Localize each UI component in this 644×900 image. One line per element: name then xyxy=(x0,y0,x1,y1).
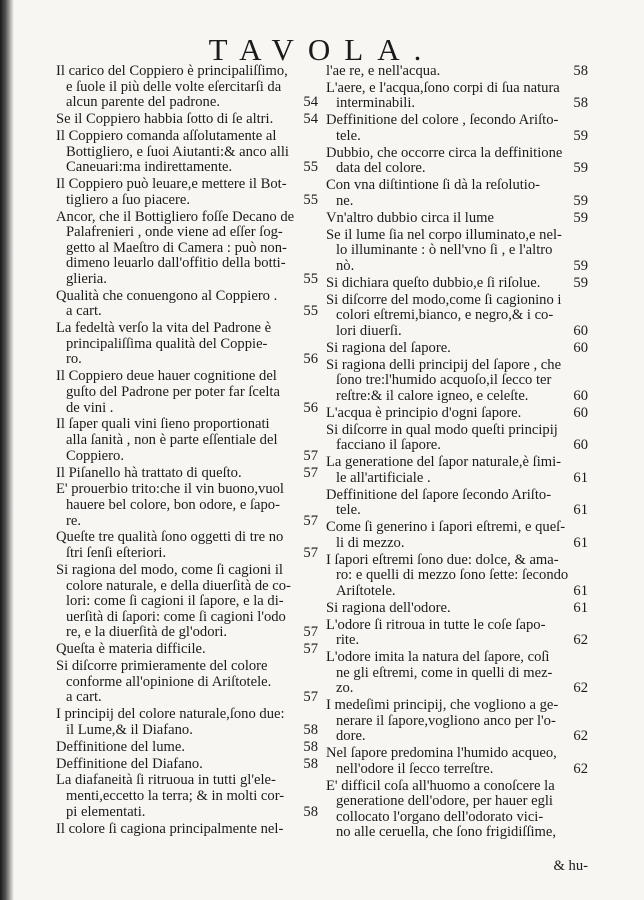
page-number: 58 xyxy=(303,804,318,820)
entry-line: lori: come ſi cagioni il ſapore, e la di- xyxy=(66,594,284,610)
entry-text: reſtre:& il calore igneo, e celeſte. xyxy=(336,388,529,404)
page-number: 62 xyxy=(573,729,588,745)
page-number: 55 xyxy=(303,271,318,287)
index-entry xyxy=(56,321,318,368)
entry-line: Si ragiona del modo, come ſi cagioni il xyxy=(56,562,283,578)
entry-line: Si diſcorre in qual modo queſti principij xyxy=(326,422,558,438)
entry-line: La generatione del ſapor naturale,è ſimi- xyxy=(326,455,562,471)
entry-text: facciano il ſapore. xyxy=(336,438,441,454)
page-number: 60 xyxy=(573,388,588,404)
entry-line: generatione dell'odore, per hauer egli xyxy=(336,794,553,810)
index-entry xyxy=(326,698,588,745)
page-number: 57 xyxy=(303,690,318,706)
entry-line: Ancor, che il Bottigliero foſſe Decano de xyxy=(56,209,295,225)
entry-line: Il carico del Coppiero è principaliſſimo, xyxy=(56,64,288,79)
entry-line xyxy=(56,352,318,368)
index-entry xyxy=(326,293,588,340)
page-number: 62 xyxy=(573,761,588,777)
page-number: 61 xyxy=(573,503,588,519)
index-entry xyxy=(56,740,318,756)
page-number: 57 xyxy=(303,625,318,641)
page-number: 56 xyxy=(303,400,318,416)
index-entry xyxy=(326,228,588,275)
index-entry xyxy=(326,64,588,80)
index-entry xyxy=(326,488,588,519)
entry-line: collocato l'organo dell'odorato vici- xyxy=(336,809,544,825)
entry-line xyxy=(56,740,318,756)
entry-text: lori diuerſi. xyxy=(336,323,402,339)
entry-text: zo. xyxy=(336,681,354,697)
page-number: 57 xyxy=(303,546,318,562)
index-entry xyxy=(326,423,588,454)
entry-line: alla ſanità , non è parte eſſentiale del xyxy=(66,433,278,449)
entry-line: Palafrenieri , onde viene ad eſſer ſog- xyxy=(66,225,283,241)
entry-line: La fedeltà verſo la vita del Padrone è xyxy=(56,321,272,337)
index-entry xyxy=(56,707,318,738)
page-number: 60 xyxy=(573,438,588,454)
page-number: 58 xyxy=(303,739,318,755)
entry-text: de vini . xyxy=(66,400,114,416)
entry-line: Qualità che conuengono al Coppiero . xyxy=(56,288,278,304)
entry-text: Si ragiona dell'odore. xyxy=(326,600,451,616)
entry-line xyxy=(326,584,588,600)
page-number: 61 xyxy=(573,583,588,599)
entry-line: ro: e quelli di mezzo ſono ſette: ſecondo xyxy=(336,568,569,584)
entry-text: ne. xyxy=(336,193,354,209)
index-entry xyxy=(326,276,588,292)
entry-line xyxy=(326,601,588,617)
entry-line: Deffinitione del colore , ſecondo Ariſto- xyxy=(326,113,559,129)
entry-line xyxy=(56,193,318,209)
entry-line: Il Coppiero comanda aſſolutamente al xyxy=(56,128,277,144)
entry-line: L'aere, e l'acqua,ſono corpi di ſua natura xyxy=(326,80,560,96)
entry-text: a cart. xyxy=(66,690,102,706)
index-entry xyxy=(56,289,318,320)
index-entry xyxy=(56,177,318,208)
entry-text: Coppiero. xyxy=(66,448,124,464)
page-number: 61 xyxy=(573,470,588,486)
page-number: 61 xyxy=(573,600,588,616)
entry-text: Il Piſanello hà trattato di queſto. xyxy=(56,465,242,481)
page-number: 58 xyxy=(303,722,318,738)
index-entry xyxy=(56,659,318,706)
entry-line: E' difficil coſa all'huomo a conoſcere la xyxy=(326,778,555,794)
page-number: 55 xyxy=(303,160,318,176)
entry-line: I ſapori eſtremi ſono due: dolce, & ama- xyxy=(326,552,559,568)
entry-line: e ſuole il più delle volte eſercitarſi da xyxy=(66,79,282,95)
entry-text: interminabili. xyxy=(336,96,416,112)
entry-line: Deffinitione del ſapore ſecondo Ariſto- xyxy=(326,487,552,503)
entry-line xyxy=(326,64,588,80)
entry-line xyxy=(326,681,588,697)
index-entry xyxy=(326,746,588,777)
page-number: 61 xyxy=(573,535,588,551)
entry-line: ſono tre:l'humido acquoſo,il ſecco ter xyxy=(336,373,552,389)
page-number: 54 xyxy=(303,95,318,111)
entry-line xyxy=(326,389,588,405)
page-number: 60 xyxy=(573,323,588,339)
entry-line: Queſte tre qualità ſono oggetti di tre no xyxy=(56,530,284,546)
entry-line: Si diſcorre primieramente del colore xyxy=(56,659,268,675)
entry-line xyxy=(56,401,318,417)
page-number: 59 xyxy=(573,275,588,291)
entry-line: conforme all'opinione di Ariſtotele. xyxy=(66,674,272,690)
index-entry xyxy=(56,482,318,529)
page-number: 60 xyxy=(573,405,588,421)
entry-text: glieria. xyxy=(66,271,107,287)
entry-line: guſto del Padrone per poter far ſcelta xyxy=(66,384,280,400)
entry-line xyxy=(326,129,588,145)
index-entry xyxy=(56,112,318,128)
entry-line xyxy=(326,406,588,422)
page-number: 59 xyxy=(573,258,588,274)
entry-line: colori eſtremi,bianco, e negro,& i co- xyxy=(336,308,554,324)
index-entry xyxy=(56,530,318,561)
entry-line: Nel ſapore predomina l'humido acqueo, xyxy=(326,746,557,762)
entry-line xyxy=(56,625,318,641)
index-entry xyxy=(326,650,588,697)
entry-line: I principij del colore naturale,ſono due: xyxy=(56,707,285,723)
entry-line xyxy=(56,95,318,111)
index-entry xyxy=(326,520,588,551)
entry-line: L'odore imita la natura del ſapore, coſì xyxy=(326,650,550,666)
entry-line xyxy=(56,723,318,739)
entry-line xyxy=(326,729,588,745)
entry-text: dore. xyxy=(336,729,366,745)
index-entry xyxy=(56,642,318,658)
entry-line: hauere bel colore, bon odore, e ſapo- xyxy=(66,498,280,513)
entry-line xyxy=(326,211,588,227)
entry-line xyxy=(326,536,588,552)
page-number: 56 xyxy=(303,352,318,368)
entry-line: I medeſimi principij, che vogliono a ge- xyxy=(326,698,559,714)
index-entry xyxy=(56,822,318,838)
entry-text: alcun parente del padrone. xyxy=(66,95,220,111)
entry-text: li di mezzo. xyxy=(336,535,405,551)
index-entry xyxy=(326,341,588,357)
page-number: 57 xyxy=(303,513,318,529)
entry-line xyxy=(326,96,588,112)
entry-line: Si diſcorre del modo,come ſi cagionino i xyxy=(326,292,562,308)
entry-line xyxy=(56,272,318,288)
index-entry xyxy=(56,210,318,288)
entry-line: principaliſſima qualità del Coppie- xyxy=(66,336,268,352)
entry-text: ro. xyxy=(66,352,82,368)
page-number: 58 xyxy=(573,64,588,79)
entry-line xyxy=(326,503,588,519)
page-number: 62 xyxy=(573,681,588,697)
index-entry xyxy=(56,563,318,641)
entry-line xyxy=(326,438,588,454)
page-number: 58 xyxy=(303,756,318,772)
entry-line xyxy=(56,642,318,658)
page-number: 59 xyxy=(573,210,588,226)
entry-line: L'odore ſi ritroua in tutte le coſe ſapo- xyxy=(326,617,546,633)
page-number: 62 xyxy=(573,633,588,649)
index-entry xyxy=(326,358,588,405)
entry-line xyxy=(56,514,318,530)
index-entry xyxy=(326,455,588,486)
entry-line: getto al Maeſtro di Camera : può non- xyxy=(66,240,287,256)
entry-line xyxy=(326,341,588,357)
entry-text: il Lume,& il Diafano. xyxy=(66,722,193,738)
entry-text: L'acqua è principio d'ogni ſapore. xyxy=(326,405,522,421)
entry-text: data del colore. xyxy=(336,161,426,177)
page-title: TAVOLA. xyxy=(208,32,436,67)
index-entry xyxy=(326,178,588,209)
page-number: 57 xyxy=(303,448,318,464)
entry-line: Se il lume ſia nel corpo illuminato,e nel- xyxy=(326,227,562,243)
page-number: 55 xyxy=(303,304,318,320)
entry-line: La diafaneità ſi ritruoua in tutti gl'ele- xyxy=(56,773,276,789)
left-column xyxy=(56,64,318,838)
entry-line xyxy=(326,471,588,487)
entry-text: Deffinitione del lume. xyxy=(56,739,186,755)
index-entry xyxy=(56,773,318,820)
index-entry xyxy=(56,417,318,464)
entry-text: Caneuari:ma indirettamente. xyxy=(66,160,233,176)
entry-line: Dubbio, che occorre circa la deffinitione xyxy=(326,145,563,161)
page-number: 55 xyxy=(303,192,318,208)
entry-text: nell'odore il ſecco terreſtre. xyxy=(336,761,494,777)
entry-line xyxy=(56,466,318,482)
entry-line: Il Coppiero deue hauer cognitione del xyxy=(56,369,277,385)
index-entry xyxy=(326,81,588,112)
index-entry xyxy=(326,406,588,422)
entry-text: re. xyxy=(66,513,81,529)
index-entry xyxy=(56,369,318,416)
page-number: 59 xyxy=(573,161,588,177)
entry-line xyxy=(326,324,588,340)
entry-line xyxy=(326,259,588,275)
page-number: 59 xyxy=(573,193,588,209)
entry-line xyxy=(56,304,318,320)
entry-text: re, e la diuerſità de gl'odori. xyxy=(66,625,228,641)
entry-line xyxy=(56,546,318,562)
entry-text: tele. xyxy=(336,128,361,144)
entry-line xyxy=(326,276,588,292)
entry-line xyxy=(56,757,318,773)
entry-line: E' prouerbio trito:che il vin buono,vuol xyxy=(56,482,284,498)
entry-text: Ariſtotele. xyxy=(336,583,396,599)
entry-line xyxy=(326,161,588,177)
entry-line: uerſità di ſapori: come ſi cagioni l'odo xyxy=(66,609,286,625)
entry-line: lo illuminante : ò nell'vno ſi , e l'altro xyxy=(336,243,553,259)
entry-line xyxy=(56,112,318,128)
entry-text: Queſta è materia difficile. xyxy=(56,642,206,658)
entry-line: Il Coppiero può leuare,e mettere il Bot- xyxy=(56,177,287,193)
index-entry xyxy=(326,779,588,841)
page-number: 60 xyxy=(573,340,588,356)
entry-text: Si ragiona del ſapore. xyxy=(326,340,451,356)
index-entry xyxy=(326,618,588,649)
entry-text: le all'artificiale . xyxy=(336,470,431,486)
entry-line: Il colore ſi cagiona principalmente nel- xyxy=(56,821,284,837)
entry-text: nò. xyxy=(336,258,355,274)
entry-text: Deffinitione del Diafano. xyxy=(56,756,203,772)
entry-line: ne gli eſtremi, come in quelli di mez- xyxy=(336,665,553,681)
index-entry xyxy=(56,757,318,773)
entry-text: rite. xyxy=(336,633,360,649)
entry-line xyxy=(56,690,318,706)
entry-line: Come ſi generino i ſapori eſtremi, e queſ- xyxy=(326,520,566,536)
index-entry xyxy=(326,211,588,227)
right-column xyxy=(326,64,588,842)
entry-line: Bottigliero, e ſuoi Aiutanti:& anco alli xyxy=(66,144,289,160)
entry-text: Se il Coppiero habbia ſotto di ſe altri. xyxy=(56,112,274,128)
entry-text: Vn'altro dubbio circa il lume xyxy=(326,210,494,226)
entry-line xyxy=(326,633,588,649)
entry-line: menti,eccetto la terra; & in molti cor- xyxy=(66,789,285,805)
entry-line: nerare il ſapore,vogliono anco per l'o- xyxy=(336,713,556,729)
index-entry xyxy=(326,146,588,177)
page-number: 58 xyxy=(573,96,588,112)
entry-line xyxy=(326,194,588,210)
entry-text: ſtri ſenſi eſteriori. xyxy=(66,546,167,562)
index-entry xyxy=(326,601,588,617)
catchword: & hu- xyxy=(553,858,588,874)
entry-line: Il ſaper quali vini ſieno proportionati xyxy=(56,417,270,433)
entry-text: pi elementati. xyxy=(66,804,146,820)
index-entry xyxy=(326,553,588,600)
entry-line: no alle ceruella, che ſono frigidiſſime, xyxy=(336,825,557,841)
entry-line xyxy=(56,449,318,465)
entry-line: dimeno leuarlo dall'offitio della botti- xyxy=(66,256,286,272)
entry-line: Con vna diſtintione ſi dà la reſolutio- xyxy=(326,178,541,194)
entry-text: Si dichiara queſto dubbio,e ſi riſolue. xyxy=(326,275,541,291)
entry-text: tigliero a ſuo piacere. xyxy=(66,192,190,208)
entry-line xyxy=(56,160,318,176)
page-number: 59 xyxy=(573,128,588,144)
page-number: 54 xyxy=(303,112,318,128)
index-entry xyxy=(326,113,588,144)
entry-line: Si ragiona delli principij del ſapore , che xyxy=(326,357,562,373)
index-entry xyxy=(56,129,318,176)
binding-shadow xyxy=(0,0,14,900)
entry-text: tele. xyxy=(336,503,361,519)
entry-line: colore naturale, e della diuerſità de co- xyxy=(66,578,291,594)
page-number: 57 xyxy=(303,465,318,481)
entry-line xyxy=(326,762,588,778)
entry-text: a cart. xyxy=(66,304,102,320)
entry-text: l'ae re, e nell'acqua. xyxy=(326,64,441,79)
page-number: 57 xyxy=(303,642,318,658)
index-entry xyxy=(56,64,318,111)
index-entry xyxy=(56,466,318,482)
entry-line xyxy=(56,805,318,821)
